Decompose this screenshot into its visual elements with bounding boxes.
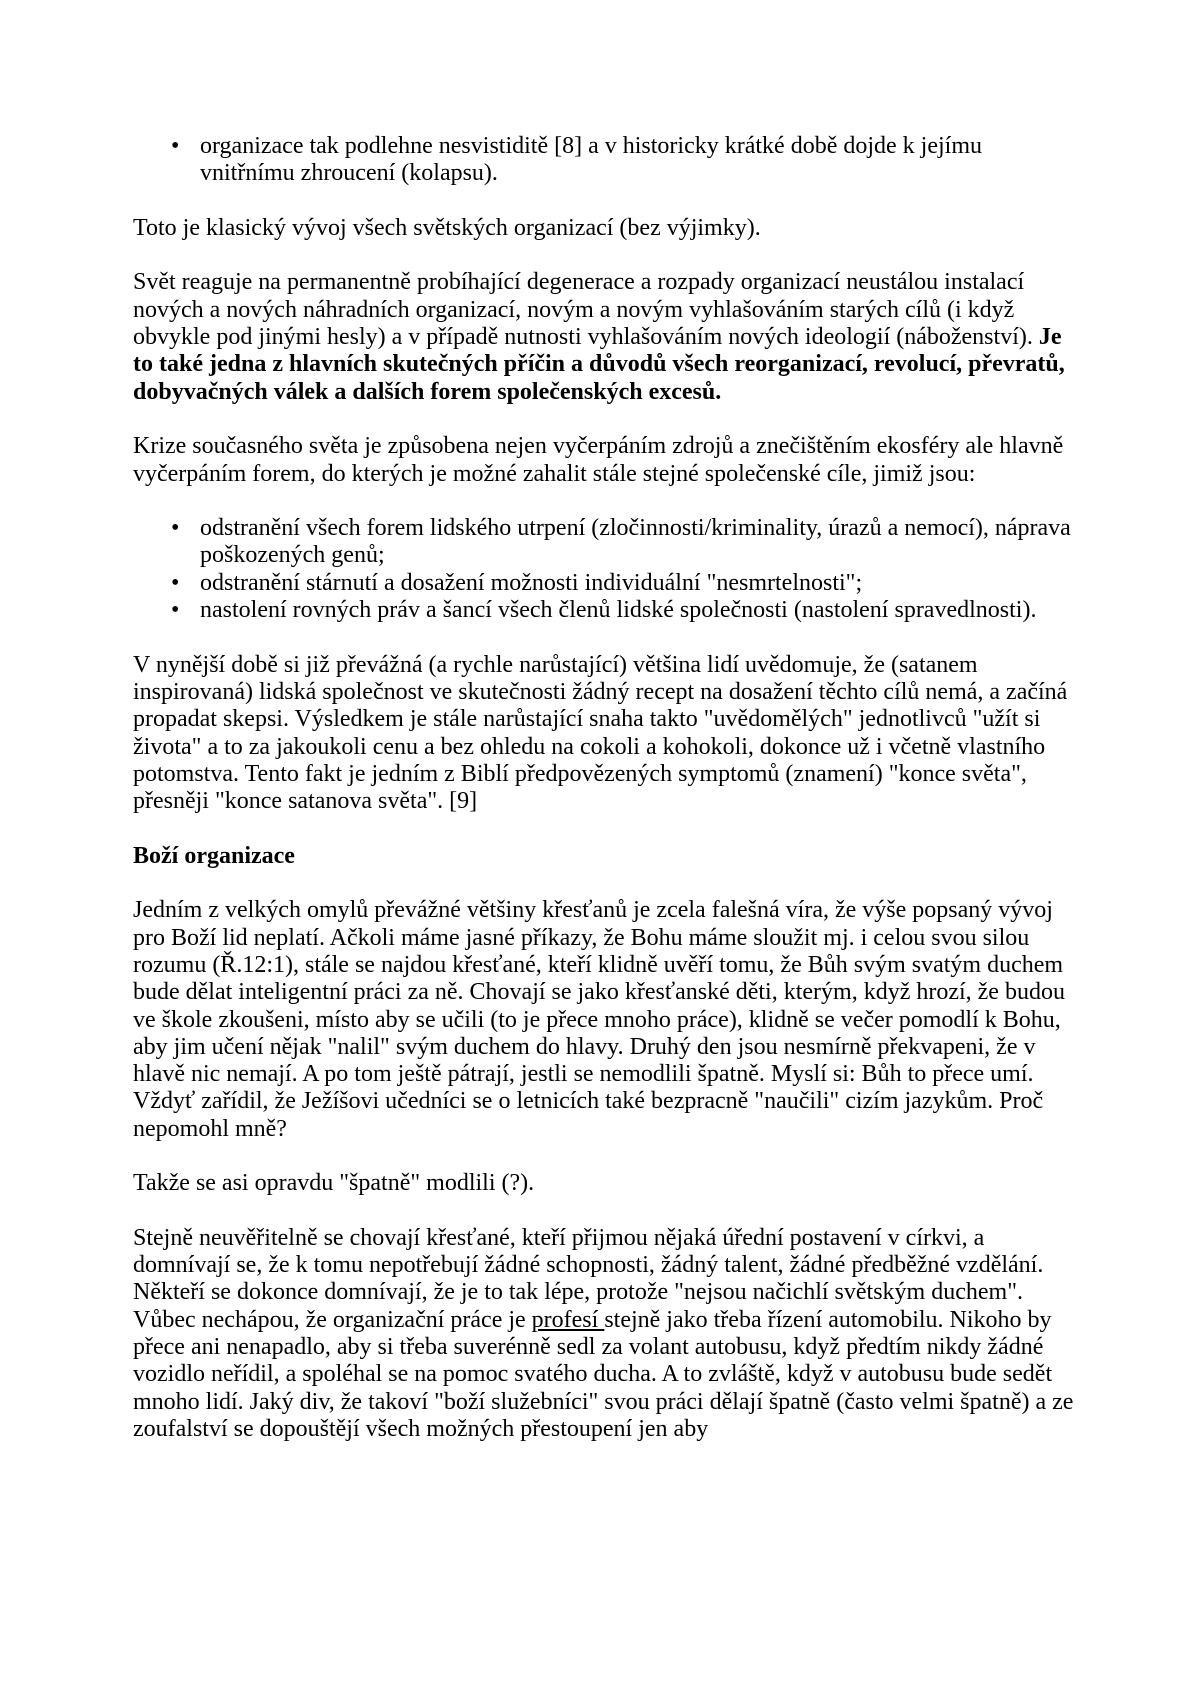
section-heading [133,843,1078,870]
bullet-item [133,597,1078,624]
text-run: stejně jako třeba řízení automobilu. Nikoho by přece ani nenapadlo, aby si třeba suverénně sedl za volant autobusu, když předtím nikdy žádné vozidlo neřídil, a spoléhal se na pomoc svatého ducha. A to zvláště, když v autobusu bude sedět mnoho lidí. Jaký div, že takoví "boží služebníci" svou práci dělají špatně (často velmi špatně) a ze zoufalství se dopouštějí všech možných přestoupení jen aby [133,1306,1074,1442]
text-run: odstranění všech forem lidského utrpení (zločinnosti/kriminality, úrazů a nemocí), náprava poškozených genů; [200,515,1071,569]
text-run: Boží organizace [133,842,295,869]
paragraph [133,897,1078,1143]
text-run: Je to také jedna z hlavních skutečných příčin a důvodů všech reorganizací, revolucí, převratů, dobyvačných válek a dalších forem společenských excesů. [133,324,1065,405]
bullet-list [133,515,1078,624]
text-run: Stejně neuvěřitelně se chovají křesťané, kteří přijmou nějaká úřední postavení v církvi, a domnívají se, že k tomu nepotřebují žádné schopnosti, žádný talent, žádné předběžné vzdělání. Někteří se dokonce domnívají, že je to tak lépe, protože "nejsou načichlí světským duchem". Vůbec nechápou, že organizační práce je [133,1224,1044,1333]
text-run: organizace tak podlehne nesvistiditě [8] a v historicky krátké době dojde k jejímu vnitřnímu zhroucení (kolapsu). [200,133,982,187]
bullet-item [133,515,1078,570]
text-run: Takže se asi opravdu "špatně" modlili (?). [133,1170,535,1197]
bullet-item [133,570,1078,597]
document-body [133,133,1078,1443]
paragraph [133,433,1078,488]
text-run: odstranění stárnutí a dosažení možnosti individuální "nesmrtelnosti"; [200,569,863,596]
text-run: V nynější době si již převážná (a rychle narůstající) většina lidí uvědomuje, že (satanem inspirovaná) lidská společnost ve skutečnosti žádný recept na dosažení těchto cílů nemá, a začíná propadat skepsi. Výsledkem je stále narůstající snaha takto "uvědomělých" jednotlivců "užít si života" a to za jakoukoli cenu a bez ohledu na cokoli a kohokoli, dokonce už i včetně vlastního potomstva. Tento fakt je jedním z Biblí předpovězených symptomů (znamení) "konce světa", přesněji "konce satanova světa". [9] [133,651,1068,815]
bullet-list [133,133,1078,188]
text-run: nastolení rovných práv a šancí všech členů lidské společnosti (nastolení spravedlnosti). [200,597,1037,624]
bullet-item [133,133,1078,188]
paragraph [133,652,1078,816]
paragraph [133,1225,1078,1443]
text-run: Toto je klasický vývoj všech světských organizací (bez výjimky). [133,214,761,241]
text-run: Jedním z velkých omylů převážné většiny křesťanů je zcela falešná víra, že výše popsaný vývoj pro Boží lid neplatí. Ačkoli máme jasné příkazy, že Bohu máme sloužit mj. i celou svou silou rozumu (Ř.12:1), stále se najdou křesťané, kteří klidně uvěří tomu, že Bůh svým svatým duchem bude dělat inteligentní práci za ně. Chovají se jako křesťanské děti, kterým, když hrozí, že budou ve škole zkoušeni, místo aby se učili (to je přece mnoho práce), klidně se večer pomodlí k Bohu, aby jim učení nějak "nalil" svým duchem do hlavy. Druhý den jsou nesmírně překvapeni, že v hlavě nic nemají. A po tom ještě pátrají, jestli se nemodlili špatně. Myslí si: Bůh to přece umí. Vždyť zařídil, že Ježíšovi učedníci se o letnicích také bezpracně "naučili" cizím jazykům. Proč nepomohl mně? [133,897,1065,1142]
text-run: Svět reaguje na permanentně probíhající degenerace a rozpady organizací neustálou instalací nových a nových náhradních organizací, novým a novým vyhlašováním starých cílů (i když obvykle pod jinými hesly) a v případě nutnosti vyhlašováním nových ideologií (náboženství). [133,269,1039,351]
paragraph [133,1170,1078,1197]
paragraph [133,215,1078,242]
paragraph [133,269,1078,405]
text-run: profesí [531,1306,605,1333]
text-run: Krize současného světa je způsobena nejen vyčerpáním zdrojů a znečištěním ekosféry ale hlavně vyčerpáním forem, do kterých je možné zahalit stále stejné společenské cíle, jimiž jsou: [133,433,1064,487]
